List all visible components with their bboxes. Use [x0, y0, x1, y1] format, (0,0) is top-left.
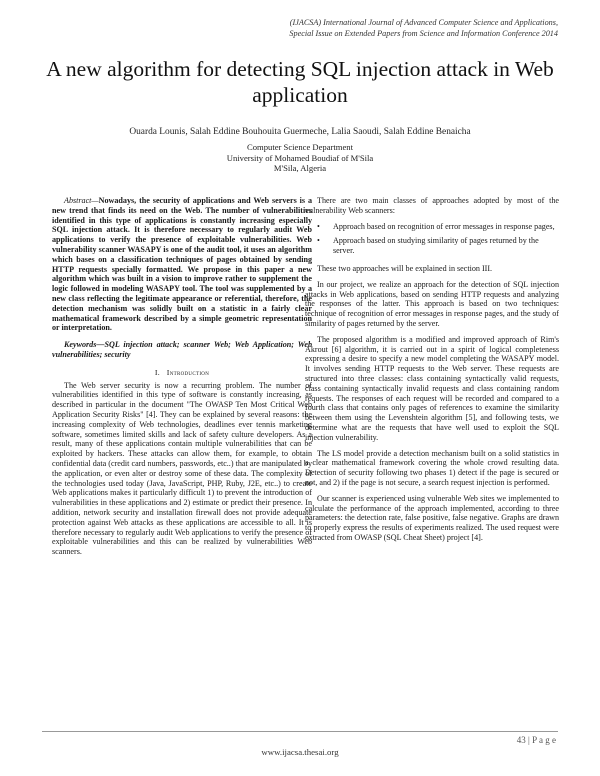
- abstract-lead: Abstract—: [64, 196, 99, 205]
- abstract-text: Nowadays, the security of applications and Web servers is a new trend that finds its need on the Web. The number of vulnerabilities identified in this type of applications is constantly increasing especially SQL injection attack. It is therefore necessary to regularly audit Web applications to verify the presence of exploitable vulnerabilities. Web vulnerability scanner WASAPY is one of the audit tool, it uses an algorithm which bases on a classification techniques of pages obtained by sending HTTP requests specially formatted. We propose in this paper a new algorithm which was built in a vision to improve rather to supplement the logic followed in modeling WASAPY tool. The tool was supplemented by a new class reflecting the legitimate appearance or referential, therefore, the detection mechanism was solidly built on a statistic in a fairly clear mathematical framework described by a simple geometric representation or interpretation.: [52, 196, 312, 333]
- approaches-list: [317, 222, 559, 256]
- affiliation-city: M'Sila, Algeria: [273, 163, 327, 173]
- bullet-icon: •: [317, 221, 320, 231]
- affiliation-dept: Computer Science Department: [247, 142, 353, 152]
- ls-model-paragraph: The LS model provide a detection mechanism built on a solid statistics in a clear mathematical framework covering the whole crowd resulting data. Detection of security following two phases 1) detect if the page is secured or not, and 2) if the page is not secure, a search request injection is performed.: [305, 448, 559, 487]
- abstract: [52, 196, 312, 333]
- algorithm-paragraph: The proposed algorithm is a modified and improved approach of Rim's Akrout [6] algorithm, it is carried out in a spirit of logical completeness expressing a desire to specify a new model completing the WASAPY model. It involves sending HTTP requests to the Web server. These requests are structured into three classes: class containing syntactically valid requests, class containing syntactically invalid requests and class containing random requests. The responses of each request will be recorded and compared to a fourth class that contains only pages of references to examine the similarity between them using the Levenshtein algorithm [5], and following tests, we determine what are the requests that have well used to exploit the SQL injection vulnerability.: [305, 334, 559, 442]
- journal-header-line2: Special Issue on Extended Papers from Science and Information Conference 2014: [289, 29, 558, 38]
- affiliation-university: University of Mohamed Boudiaf of M'Sila: [226, 152, 374, 163]
- list-item: • Approach based on studying similarity of pages returned by the server.: [317, 236, 539, 256]
- keywords: Keywords—SQL injection attack; scanner Web; Web Application; Web vulnerabilities; security: [52, 340, 312, 359]
- project-paragraph: In our project, we realize an approach for the detection of SQL injection attacks in Web applications, based on sending HTTP requests and analyzing the responses of the latter. This approach is based on two techniques: technique of recognition of error messages in response pages, and the study of similarity of pages returned by the server.: [305, 279, 559, 328]
- section-title: Introduction: [166, 367, 210, 377]
- affiliation: [0, 142, 600, 174]
- scanner-paragraph: Our scanner is experienced using vulnerable Web sites we implemented to calculate the performance of the approach implemented, according to three parameters: the detection rate, false positive, false negative. Graphs are drawn to properly express the results of experiments realized. The used request were extracted from OWASP (SQL Cheat Sheet) project [4].: [305, 493, 559, 542]
- approaches-note: These two approaches will be explained in section III.: [317, 263, 493, 273]
- section-heading-introduction: [52, 368, 312, 378]
- bullet-icon: •: [317, 236, 320, 246]
- left-column: [52, 196, 312, 561]
- right-column: [305, 196, 559, 547]
- approaches-intro: There are two main classes of approaches adopted by most of the vulnerability Web scanners:: [305, 196, 559, 215]
- page-number: 43 | P a g e: [516, 735, 556, 745]
- list-item: • Approach based on recognition of error messages in response pages,: [317, 221, 555, 231]
- footer-divider: [42, 731, 558, 732]
- paper-title: A new algorithm for detecting SQL injection attack in Web application: [46, 57, 554, 107]
- journal-header: [289, 17, 558, 39]
- journal-header-line1: (IJACSA) International Journal of Advanced Computer Science and Applications,: [289, 18, 558, 27]
- section-number: I.: [154, 367, 161, 377]
- intro-paragraph: The Web server security is now a recurring problem. The number of vulnerabilities identified in this type of software is constantly increasing, as described in particular in the document "The OWASP Ten Most Critical Web Application Security Risks" [4]. They can be explained by several reasons: the increasing complexity of Web technologies, deadlines ever tennis marketing software, sometimes limited skills and lack of safety culture developers. As a result, many of these applications contain multiple vulnerabilities that can be exploited by hackers. These attacks can allow them, for example, to obtain confidential data (credit card numbers, passwords, etc..) that are manipulated by the application, or even alter or destroy some of these data. The complexity of the technologies used today (Java, JavaScript, PHP, Ruby, J2E, etc..) to create Web applications makes it particularly difficult 1) to prevent the introduction of vulnerabilities in these applications and 2) estimate or predict their presence. In addition, network security and installation firewall does not provide adequate protection against Web attacks as these applications are accessible to all. It is therefore necessary to regularly audit Web applications to verify the presence of exploitable vulnerabilities and this can be realized by vulnerabilities Web scanners.: [52, 380, 312, 557]
- footer-url: www.ijacsa.thesai.org: [261, 747, 339, 757]
- authors: Ouarda Lounis, Salah Eddine Bouhouita Guermeche, Lalia Saoudi, Salah Eddine Benaicha: [129, 127, 471, 137]
